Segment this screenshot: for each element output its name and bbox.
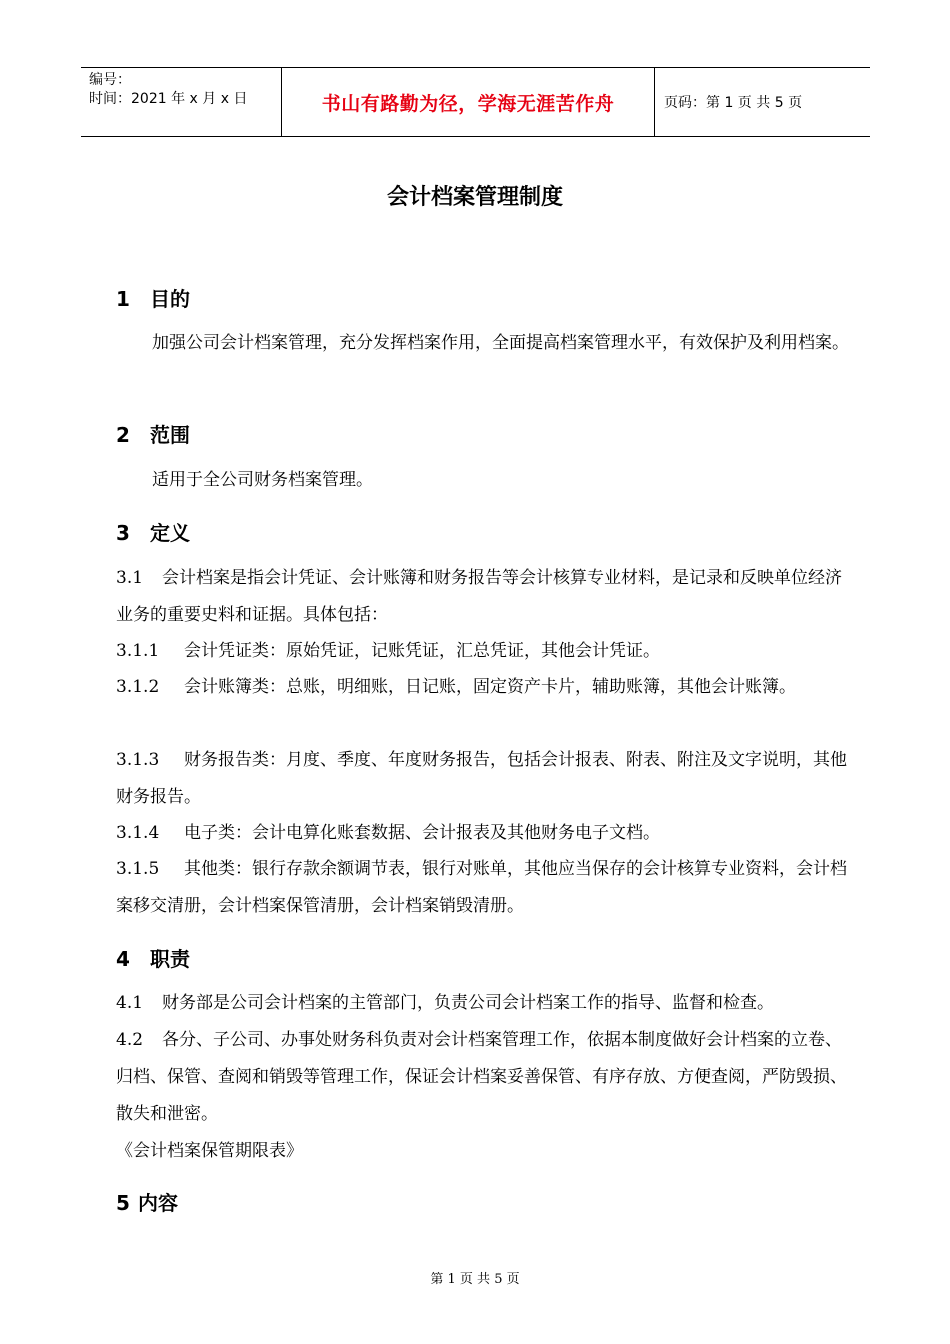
clause-text: 会计档案是指会计凭证、会计账簿和财务报告等会计核算专业材料，是记录和反映单位经济业务的重要史料和证据。具体包括： xyxy=(116,568,842,625)
clause-item xyxy=(116,1022,856,1133)
section-title: 职责 xyxy=(150,947,190,971)
clause-item xyxy=(116,851,856,925)
section-title: 范围 xyxy=(150,423,190,447)
document-number-label: 编号： xyxy=(89,72,131,88)
section-heading-4 xyxy=(116,943,190,972)
header-table xyxy=(81,67,870,137)
table-reference: 《会计档案保管期限表》 xyxy=(116,1141,303,1161)
section-heading-2 xyxy=(116,419,190,448)
section-title: 定义 xyxy=(150,521,190,545)
clause-text: 财务部是公司会计档案的主管部门，负责公司会计档案工作的指导、监督和检查。 xyxy=(162,993,774,1013)
header-page-info: 页码：第 1 页 共 5 页 xyxy=(664,95,803,111)
clause-text: 其他类：银行存款余额调节表，银行对账单，其他应当保存的会计核算专业资料，会计档案移交清册，会计档案保管清册，会计档案销毁清册。 xyxy=(116,859,847,916)
clause-text: 各分、子公司、办事处财务科负责对会计档案管理工作，依据本制度做好会计档案的立卷、归档、保管、查阅和销毁等管理工作，保证会计档案妥善保管、有序存放、方便查阅，严防毁损、散失和泄密。 xyxy=(116,1030,847,1124)
section-heading-3 xyxy=(116,517,190,546)
section-number: 2 xyxy=(116,423,130,447)
page-footer: 第 1 页 共 5 页 xyxy=(430,1272,520,1287)
clause-number: 3.1.1 xyxy=(116,641,160,661)
document-title: 会计档案管理制度 xyxy=(386,185,563,210)
clause-item xyxy=(116,985,856,1022)
clause-number: 3.1.2 xyxy=(116,677,160,697)
section-paragraph: 适用于全公司财务档案管理。 xyxy=(152,470,373,490)
section-paragraph: 加强公司会计档案管理，充分发挥档案作用，全面提高档案管理水平，有效保护及利用档案。 xyxy=(152,333,849,353)
clause-number: 3.1.4 xyxy=(116,823,160,843)
clause-item xyxy=(116,669,856,706)
clause-item xyxy=(116,560,856,634)
clause-number: 4.2 xyxy=(116,1030,144,1050)
section-number: 5 xyxy=(116,1191,130,1215)
section-number: 4 xyxy=(116,947,130,971)
section-number: 3 xyxy=(116,521,130,545)
clause-number: 3.1.5 xyxy=(116,859,160,879)
header-motto: 书山有路勤为径，学海无涯苦作舟 xyxy=(282,68,655,136)
clause-number: 3.1.3 xyxy=(116,750,160,770)
header-info-cell xyxy=(81,68,282,136)
section-heading-1 xyxy=(116,283,190,312)
clause-text: 财务报告类：月度、季度、年度财务报告，包括会计报表、附表、附注及文字说明，其他财务报告。 xyxy=(116,750,847,807)
section-number: 1 xyxy=(116,287,130,311)
clause-item xyxy=(116,815,856,852)
section-title: 目的 xyxy=(150,287,190,311)
clause-item xyxy=(116,633,856,670)
clause-number: 4.1 xyxy=(116,993,144,1013)
clause-text: 会计账簿类：总账，明细账，日记账，固定资产卡片，辅助账簿，其他会计账簿。 xyxy=(184,677,796,697)
section-heading-5 xyxy=(116,1187,178,1216)
document-date: 时间：2021 年 x 月 x 日 xyxy=(89,91,248,107)
clause-text: 电子类：会计电算化账套数据、会计报表及其他财务电子文档。 xyxy=(184,823,660,843)
clause-number: 3.1 xyxy=(116,568,144,588)
section-title: 内容 xyxy=(138,1191,178,1215)
clause-text: 会计凭证类：原始凭证，记账凭证，汇总凭证，其他会计凭证。 xyxy=(184,641,660,661)
clause-item xyxy=(116,742,856,816)
